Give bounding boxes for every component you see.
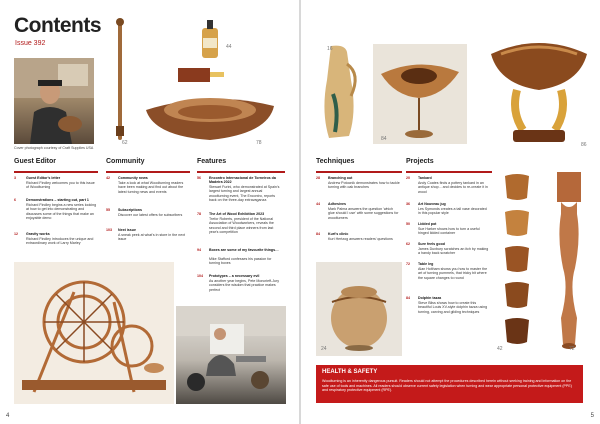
list-item[interactable] [197,248,285,270]
page-number: 3 [14,176,16,180]
list-item[interactable] [197,212,285,242]
column-rule [316,171,402,173]
photo-dolphin-tazza [483,30,595,150]
page-ref: 24 [321,346,327,352]
photo-gravity-machine [14,262,174,404]
photo-table-leg [547,168,591,358]
entry-title: Encontro Internacional de Torneiros da Madeira 2022 [209,176,276,185]
entry-title: Adhesives [328,202,346,206]
column-rule [197,171,285,173]
list-item[interactable] [406,296,492,320]
entry-description: Steve Bliss shows how to create this beautiful Louis XV-style dolphin tazza using turning, carving and gilding techniques [418,301,488,314]
page-ref: 86 [581,142,587,148]
photo-demonstration [176,306,286,404]
list-item[interactable] [14,176,98,198]
entry-description: Kurt Hertzog answers readers' questions [328,237,393,241]
column-heading-projects: Projects [406,158,434,165]
issue-number: Issue 392 [15,40,46,47]
photo-natural-edge-bowl [140,84,280,146]
page-number: 84 [316,232,320,236]
page-number: 84 [406,296,410,300]
page-ref: 44 [226,44,232,50]
photo-small-bowls [497,168,537,358]
photo-sculptural-piece [373,44,467,144]
entry-description: Andy Coates finds a pottery tankard in an antique shop... and decides to re-create it in wood [418,181,488,194]
list-item[interactable] [406,262,492,286]
page-ref: 42 [497,346,503,352]
photo-art-nouveau-jug [311,40,365,146]
page-number: 20 [406,176,410,180]
entry-title: Next issue [118,228,136,232]
list-item[interactable] [106,208,190,224]
list-item[interactable] [197,274,285,298]
entry-description: Richard Findley begins a new series looking at how to get into demonstrating and discusses some of the things that make an enjoyable demo [26,203,97,221]
entry-description: Mike Stafford confesses his passion for turning boxes [209,257,272,266]
cover-caption: Cover photograph courtesy of Craft Supplies USA [14,146,94,150]
left-page [0,0,299,424]
page-number: 36 [406,202,410,206]
column-heading-community: Community [106,158,145,165]
entry-description: Richard Findley welcomes you to this issue of Woodturning [26,181,95,190]
photo-lidded-pot [316,262,402,356]
page-number: 12 [14,232,18,236]
page-number-right: 5 [590,413,594,419]
page-number: 56 [197,176,201,180]
page-number: 50 [406,222,410,226]
photo-glue-bottle [194,18,224,62]
entry-description: Discover our latest offers for subscribers [118,213,183,217]
page-number: 42 [106,176,110,180]
entry-title: Community news [118,176,148,180]
entry-description: As another year begins, Pete Moncrieff-Jury considers the wisdom that practice makes perfect [209,279,280,292]
entry-description: Trefor Roberts, president of the National Association of Woodworkers, reveals the second and third place winners from last year's competition [209,217,274,235]
list-item[interactable] [14,198,98,230]
health-safety-box [316,365,583,403]
entry-title: Sure feels good [418,242,445,246]
cover-photo-turner [14,58,94,144]
entry-description: Alan Holtham shows you how to master the art of turning pummels, that tricky bit where the square changes to round [418,267,488,280]
health-safety-title: HEALTH & SAFETY [322,369,378,375]
entry-description: Stewart Furini, who demonstrated at Spain's largest turning and largest annual woodturning event, The Encontro, reports back on the three-day extravaganza [209,185,280,203]
right-page [301,0,600,424]
list-item[interactable] [316,232,402,248]
list-item[interactable] [406,176,492,198]
entry-title: Gravity works [26,232,50,236]
column-rule [406,171,492,173]
entry-description: Sue Harker shows how to turn a useful hinged lidded container [418,227,480,236]
page-number: 44 [316,202,320,206]
entry-description: Andrew Potocnik demonstrates how to tackle turning with oak branches [328,181,400,190]
list-item[interactable] [406,222,492,238]
health-safety-text: Woodturning is an inherently dangerous pursuit. Readers should not attempt the procedures described herein without seeking training and information on the safe use of tools and machines. All readers should observe current safety legislation when turning and wear appropriate personal protective equipment (PPE) and respiratory protective equipment (RPE). [322,379,572,393]
page-number-left: 4 [6,413,10,419]
list-item[interactable] [106,176,190,204]
entry-title: Art Nouveau jug [418,202,446,206]
entry-title: Guest Editor's letter [26,176,61,180]
page-number: 72 [406,262,410,266]
list-item[interactable] [316,202,402,228]
entry-description: Mark Palma answers the question 'which glue should I use' with some suggestions for woodturners [328,207,399,220]
entry-description: Richard Findley introduces the unique and extraordinary work of Larry Marley [26,237,94,246]
column-rule [14,171,98,173]
entry-title: Boxes are some of my favourite things… [209,248,279,252]
page-ref: 16 [327,46,333,52]
column-heading-features: Features [197,158,227,165]
page-ref: 62 [122,140,128,146]
entry-title: Branching out [328,176,353,180]
list-item[interactable] [14,232,98,256]
page-number: 55 [106,208,110,212]
entry-title: Prototypes – a necessary evil [209,274,260,278]
entry-title: Lidded pot [418,222,437,226]
page-number: 94 [197,248,201,252]
page-number: 62 [406,242,410,246]
page-number: 78 [197,212,201,216]
list-item[interactable] [106,228,190,244]
entry-title: Dolphin tazza [418,296,442,300]
entry-description: Take a look at what Woodturning readers have been making and find out about the latest turning news and events [118,181,184,194]
page-number: 28 [316,176,320,180]
column-heading-techniques: Techniques [316,158,355,165]
page-number: 103 [106,228,112,232]
entry-title: Subscriptions [118,208,142,212]
list-item[interactable] [406,202,492,218]
page-ref: 72 [569,346,575,352]
list-item[interactable] [197,176,285,210]
entry-title: Table leg [418,262,434,266]
list-item[interactable] [406,242,492,258]
list-item[interactable] [316,176,402,196]
column-rule [106,171,190,173]
entry-description: Les Symonds creates a tall vase decorated in this popular style [418,207,487,216]
page-number: 6 [14,198,16,202]
page-ref: 84 [381,136,387,142]
entry-title: Kurt's clinic [328,232,349,236]
entry-title: The Art of Wood Exhibition 2023 [209,212,265,216]
column-heading-guest-editor: Guest Editor [14,158,57,165]
photo-wood-block [176,64,226,86]
entry-title: Tankard [418,176,432,180]
entry-description: A sneak peek at what's in store in the next issue [118,233,186,242]
entry-description: James Duxbury scratches an itch by making a handy back scratcher [418,247,489,256]
entry-title: Demonstrations – starting out, part 1 [26,198,89,202]
page-number: 104 [197,274,203,278]
page-title: Contents [14,14,101,37]
photo-back-scratcher [110,14,130,144]
page-ref: 78 [256,140,262,146]
